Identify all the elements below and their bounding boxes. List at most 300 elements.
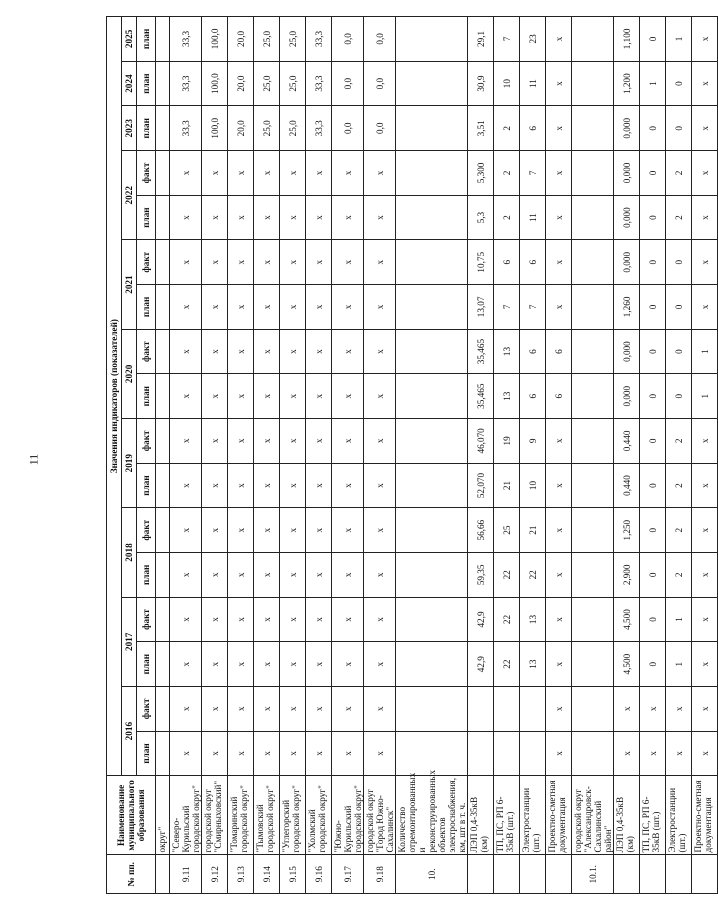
value-cell: x: [280, 731, 306, 776]
value-cell: [396, 195, 468, 240]
value-cell: 0: [640, 195, 666, 240]
header-plan: план: [137, 642, 156, 687]
row-number: 9.12: [202, 855, 228, 894]
value-cell: 5,3: [468, 195, 494, 240]
header-municipality: Наименование муниципального образования: [107, 776, 156, 855]
value-cell: [396, 374, 468, 419]
value-cell: x: [170, 195, 202, 240]
value-cell: x: [202, 285, 228, 330]
value-cell: x: [280, 508, 306, 553]
value-cell: 25,0: [254, 106, 280, 151]
row-name: Проектно-сметная документация: [546, 776, 572, 855]
value-cell: x: [170, 374, 202, 419]
value-cell: x: [332, 463, 364, 508]
value-cell: x: [692, 285, 718, 330]
value-cell: x: [332, 151, 364, 196]
value-cell: 11: [520, 195, 546, 240]
value-cell: 6: [520, 106, 546, 151]
value-cell: x: [306, 642, 332, 687]
row-name: Количество отремонтированных и реконструированных объектов электроснабжения, км, шт в т. ч.: [396, 776, 468, 855]
value-cell: 0: [666, 240, 692, 285]
value-cell: 25,0: [280, 61, 306, 106]
value-cell: x: [546, 642, 572, 687]
value-cell: x: [692, 597, 718, 642]
value-cell: 100,0: [202, 61, 228, 106]
value-cell: 33,3: [170, 106, 202, 151]
value-cell: x: [364, 508, 396, 553]
value-cell: x: [228, 642, 254, 687]
row-number: 9.15: [280, 855, 306, 894]
value-cell: x: [364, 686, 396, 731]
value-cell: 7: [520, 151, 546, 196]
row-name: городской округ "Смирныховский": [202, 776, 228, 855]
row-name: ЛЭП 0,4-35кВ (км): [468, 776, 494, 855]
value-cell: x: [202, 151, 228, 196]
value-cell: x: [170, 553, 202, 598]
value-cell: x: [332, 553, 364, 598]
value-cell: 13,07: [468, 285, 494, 330]
value-cell: 1: [692, 374, 718, 419]
value-cell: x: [364, 731, 396, 776]
value-cell: [156, 686, 170, 731]
value-cell: [520, 686, 546, 731]
value-cell: x: [280, 285, 306, 330]
value-cell: x: [332, 731, 364, 776]
value-cell: x: [546, 240, 572, 285]
row-number: 10.: [396, 855, 468, 894]
value-cell: x: [170, 463, 202, 508]
row-name: округ": [156, 776, 170, 855]
value-cell: [572, 17, 614, 62]
header-year-2021: 2021: [122, 240, 137, 329]
row-name: "Тымовский городской округ": [254, 776, 280, 855]
table-row: [692, 17, 718, 894]
row-name: "Томаринский городской округ": [228, 776, 254, 855]
value-cell: x: [306, 508, 332, 553]
value-cell: [396, 553, 468, 598]
value-cell: 0: [640, 151, 666, 196]
value-cell: 29,1: [468, 17, 494, 62]
value-cell: 25: [494, 508, 520, 553]
value-cell: x: [306, 553, 332, 598]
value-cell: x: [254, 463, 280, 508]
value-cell: 13: [494, 329, 520, 374]
row-number: [692, 855, 718, 894]
row-number: [614, 855, 640, 894]
value-cell: 2: [666, 151, 692, 196]
value-cell: x: [692, 419, 718, 464]
value-cell: 0,000: [614, 151, 640, 196]
value-cell: x: [306, 329, 332, 374]
value-cell: 13: [494, 374, 520, 419]
table-row: [202, 17, 228, 894]
row-name: Проектно-сметная документация: [692, 776, 718, 855]
value-cell: 0,440: [614, 463, 640, 508]
table-row: [332, 17, 364, 894]
value-cell: 0,000: [614, 240, 640, 285]
row-name: "Южно-Курильский городской округ": [332, 776, 364, 855]
value-cell: 2: [666, 419, 692, 464]
value-cell: x: [546, 151, 572, 196]
value-cell: x: [228, 597, 254, 642]
value-cell: 20,0: [228, 61, 254, 106]
value-cell: x: [228, 686, 254, 731]
value-cell: x: [254, 642, 280, 687]
value-cell: 7: [520, 285, 546, 330]
value-cell: x: [170, 686, 202, 731]
value-cell: [572, 553, 614, 598]
value-cell: 25,0: [254, 61, 280, 106]
value-cell: [572, 642, 614, 687]
value-cell: x: [640, 686, 666, 731]
value-cell: 6: [520, 240, 546, 285]
value-cell: [396, 17, 468, 62]
value-cell: x: [228, 285, 254, 330]
value-cell: [572, 329, 614, 374]
value-cell: x: [280, 686, 306, 731]
value-cell: x: [280, 597, 306, 642]
row-number: [640, 855, 666, 894]
value-cell: x: [202, 686, 228, 731]
value-cell: x: [332, 329, 364, 374]
value-cell: x: [332, 686, 364, 731]
header-plan: план: [137, 195, 156, 240]
value-cell: x: [202, 463, 228, 508]
value-cell: 19: [494, 419, 520, 464]
row-name: ТП, ПС, РП 6-35кВ (шт.): [640, 776, 666, 855]
value-cell: 3,51: [468, 106, 494, 151]
value-cell: 21: [494, 463, 520, 508]
value-cell: 1: [666, 642, 692, 687]
value-cell: 4,500: [614, 642, 640, 687]
value-cell: x: [170, 240, 202, 285]
value-cell: [572, 508, 614, 553]
value-cell: x: [306, 731, 332, 776]
value-cell: 0,0: [332, 17, 364, 62]
header-year-2025: 2025: [122, 17, 137, 62]
value-cell: 9: [520, 419, 546, 464]
value-cell: x: [228, 151, 254, 196]
rotated-table-container: [106, 16, 713, 894]
value-cell: x: [640, 731, 666, 776]
value-cell: 42,9: [468, 642, 494, 687]
row-number: 9.13: [228, 855, 254, 894]
value-cell: 100,0: [202, 106, 228, 151]
value-cell: 0: [640, 553, 666, 598]
value-cell: x: [364, 553, 396, 598]
value-cell: 0: [640, 374, 666, 419]
value-cell: 0: [640, 419, 666, 464]
value-cell: x: [280, 374, 306, 419]
value-cell: 0: [666, 329, 692, 374]
value-cell: x: [364, 195, 396, 240]
value-cell: x: [170, 642, 202, 687]
value-cell: 35,465: [468, 374, 494, 419]
value-cell: x: [306, 463, 332, 508]
value-cell: 0: [640, 240, 666, 285]
value-cell: x: [692, 508, 718, 553]
value-cell: x: [254, 508, 280, 553]
value-cell: [156, 374, 170, 419]
header-plan: план: [137, 731, 156, 776]
value-cell: 22: [494, 642, 520, 687]
value-cell: x: [364, 151, 396, 196]
row-name: "Северо-Курильский городской округ": [170, 776, 202, 855]
value-cell: [156, 463, 170, 508]
value-cell: x: [280, 419, 306, 464]
value-cell: x: [170, 329, 202, 374]
row-name: "Углегорский городской округ": [280, 776, 306, 855]
value-cell: 1,250: [614, 508, 640, 553]
value-cell: [156, 731, 170, 776]
row-name: городской округ "Город Южно-Сахалинск": [364, 776, 396, 855]
value-cell: x: [254, 731, 280, 776]
value-cell: 2: [494, 106, 520, 151]
value-cell: 6: [546, 329, 572, 374]
value-cell: x: [546, 463, 572, 508]
value-cell: x: [332, 642, 364, 687]
value-cell: x: [692, 686, 718, 731]
value-cell: 0: [666, 374, 692, 419]
value-cell: [572, 106, 614, 151]
value-cell: [572, 61, 614, 106]
value-cell: 35,465: [468, 329, 494, 374]
value-cell: 0,0: [332, 61, 364, 106]
value-cell: [156, 61, 170, 106]
value-cell: [494, 731, 520, 776]
row-name: Электростанции (шт.): [520, 776, 546, 855]
value-cell: [396, 508, 468, 553]
value-cell: x: [280, 151, 306, 196]
value-cell: 2: [494, 151, 520, 196]
value-cell: [156, 508, 170, 553]
indicators-table: [106, 16, 718, 894]
value-cell: 46,070: [468, 419, 494, 464]
value-cell: 22: [494, 553, 520, 598]
value-cell: 1: [640, 61, 666, 106]
value-cell: x: [254, 195, 280, 240]
value-cell: x: [546, 597, 572, 642]
table-row: [640, 17, 666, 894]
value-cell: x: [546, 195, 572, 240]
value-cell: 0,0: [364, 17, 396, 62]
value-cell: 0: [666, 285, 692, 330]
table-row: [546, 17, 572, 894]
table-row: [156, 17, 170, 894]
value-cell: x: [228, 374, 254, 419]
row-name: Электростанции (шт.): [666, 776, 692, 855]
value-cell: x: [228, 419, 254, 464]
row-number: 9.16: [306, 855, 332, 894]
page-number: 11: [26, 453, 41, 466]
value-cell: [468, 731, 494, 776]
header-year-2022: 2022: [122, 151, 137, 240]
value-cell: 1,260: [614, 285, 640, 330]
value-cell: x: [228, 553, 254, 598]
value-cell: [156, 642, 170, 687]
value-cell: x: [254, 329, 280, 374]
value-cell: [156, 17, 170, 62]
value-cell: [396, 419, 468, 464]
value-cell: 33,3: [306, 17, 332, 62]
value-cell: x: [202, 329, 228, 374]
value-cell: 10: [520, 463, 546, 508]
value-cell: x: [546, 686, 572, 731]
value-cell: 33,3: [306, 106, 332, 151]
value-cell: 20,0: [228, 106, 254, 151]
value-cell: x: [170, 731, 202, 776]
value-cell: x: [254, 553, 280, 598]
value-cell: [156, 419, 170, 464]
value-cell: x: [546, 61, 572, 106]
header-plan: план: [137, 463, 156, 508]
value-cell: x: [614, 686, 640, 731]
value-cell: x: [546, 106, 572, 151]
value-cell: 0,000: [614, 329, 640, 374]
value-cell: x: [614, 731, 640, 776]
value-cell: x: [332, 597, 364, 642]
value-cell: x: [692, 642, 718, 687]
row-number: 9.11: [170, 855, 202, 894]
header-number: № пп.: [107, 855, 156, 894]
header-year-2016: 2016: [122, 686, 137, 775]
value-cell: 100,0: [202, 17, 228, 62]
value-cell: 2: [666, 553, 692, 598]
value-cell: x: [254, 597, 280, 642]
table-row: [494, 17, 520, 894]
value-cell: 2: [494, 195, 520, 240]
value-cell: x: [364, 285, 396, 330]
value-cell: 13: [520, 642, 546, 687]
value-cell: [572, 463, 614, 508]
table-row: [396, 17, 468, 894]
value-cell: 0: [666, 106, 692, 151]
value-cell: x: [170, 597, 202, 642]
header-plan: план: [137, 17, 156, 62]
value-cell: 0: [640, 642, 666, 687]
value-cell: 6: [546, 374, 572, 419]
value-cell: x: [364, 463, 396, 508]
value-cell: x: [306, 374, 332, 419]
value-cell: [572, 731, 614, 776]
row-number: 9.14: [254, 855, 280, 894]
value-cell: x: [254, 419, 280, 464]
table-row: [170, 17, 202, 894]
value-cell: [572, 195, 614, 240]
value-cell: x: [332, 195, 364, 240]
value-cell: 21: [520, 508, 546, 553]
value-cell: 1,100: [614, 17, 640, 62]
value-cell: x: [546, 285, 572, 330]
value-cell: x: [306, 285, 332, 330]
value-cell: x: [228, 240, 254, 285]
value-cell: x: [280, 240, 306, 285]
value-cell: x: [332, 374, 364, 419]
value-cell: 25,0: [280, 106, 306, 151]
value-cell: 22: [494, 597, 520, 642]
value-cell: 10,75: [468, 240, 494, 285]
row-number: [546, 855, 572, 894]
value-cell: 30,9: [468, 61, 494, 106]
value-cell: x: [202, 553, 228, 598]
header-fact: факт: [137, 151, 156, 196]
value-cell: 25,0: [280, 17, 306, 62]
row-number: 10.1.: [572, 855, 614, 894]
value-cell: [468, 686, 494, 731]
value-cell: [396, 61, 468, 106]
value-cell: 10: [494, 61, 520, 106]
value-cell: [572, 686, 614, 731]
value-cell: 23: [520, 17, 546, 62]
value-cell: x: [228, 329, 254, 374]
value-cell: x: [280, 463, 306, 508]
value-cell: x: [692, 195, 718, 240]
value-cell: x: [202, 419, 228, 464]
value-cell: x: [364, 642, 396, 687]
row-number: 9.17: [332, 855, 364, 894]
value-cell: [156, 240, 170, 285]
value-cell: x: [170, 508, 202, 553]
value-cell: 2,900: [614, 553, 640, 598]
value-cell: 1: [666, 597, 692, 642]
table-row: [254, 17, 280, 894]
value-cell: 1,200: [614, 61, 640, 106]
header-plan: план: [137, 61, 156, 106]
value-cell: x: [546, 731, 572, 776]
value-cell: x: [364, 240, 396, 285]
value-cell: [156, 329, 170, 374]
value-cell: 20,0: [228, 17, 254, 62]
value-cell: x: [692, 553, 718, 598]
value-cell: x: [692, 61, 718, 106]
value-cell: 0,000: [614, 374, 640, 419]
value-cell: [520, 731, 546, 776]
value-cell: [572, 374, 614, 419]
value-cell: x: [306, 686, 332, 731]
value-cell: 22: [520, 553, 546, 598]
row-name: ЛЭП 0,4-35кВ (км): [614, 776, 640, 855]
value-cell: x: [666, 686, 692, 731]
value-cell: 5,300: [468, 151, 494, 196]
value-cell: x: [228, 731, 254, 776]
value-cell: 0: [640, 329, 666, 374]
table-row: [666, 17, 692, 894]
value-cell: x: [202, 642, 228, 687]
value-cell: [396, 285, 468, 330]
value-cell: 0,0: [364, 61, 396, 106]
value-cell: [396, 642, 468, 687]
value-cell: 0,0: [364, 106, 396, 151]
value-cell: 0,440: [614, 419, 640, 464]
value-cell: [156, 195, 170, 240]
value-cell: x: [332, 419, 364, 464]
header-plan: план: [137, 285, 156, 330]
value-cell: x: [280, 553, 306, 598]
row-name: "Холмский городской округ": [306, 776, 332, 855]
row-name: городской округ "Александровск-Сахалинский район": [572, 776, 614, 855]
value-cell: x: [546, 508, 572, 553]
header-year-2018: 2018: [122, 508, 137, 597]
row-number: 9.18: [364, 855, 396, 894]
row-number: [494, 855, 520, 894]
value-cell: x: [202, 195, 228, 240]
table-row: [614, 17, 640, 894]
value-cell: 6: [494, 240, 520, 285]
table-row: [306, 17, 332, 894]
value-cell: x: [228, 463, 254, 508]
header-fact: факт: [137, 329, 156, 374]
value-cell: x: [364, 329, 396, 374]
